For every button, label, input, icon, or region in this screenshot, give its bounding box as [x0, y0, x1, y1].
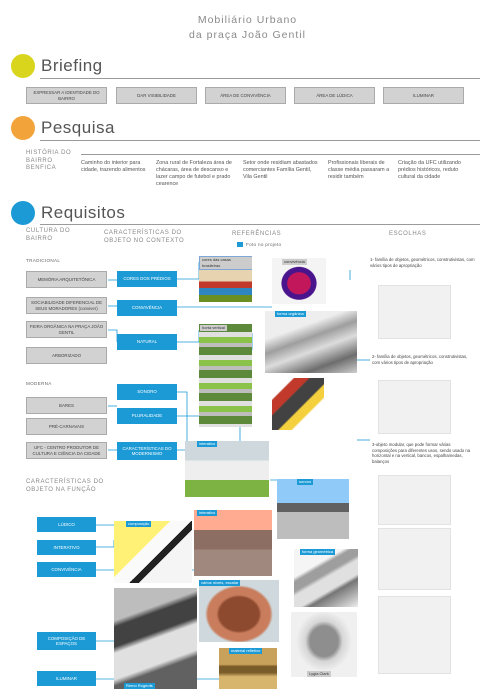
- cultura-item: PRÉ-CARNAVAIS: [26, 418, 107, 435]
- briefing-item: ÁREA DE LÚDICA: [294, 87, 375, 104]
- photo-varios-niveis: [199, 580, 279, 642]
- photo-sonoro: [277, 479, 349, 539]
- legend-label: Foto no projeto: [246, 242, 282, 247]
- briefing-item: EXPRESSAR A IDENTIDADE DO BAIRRO: [26, 87, 107, 104]
- briefing-rule: [40, 78, 480, 79]
- pesquisa-heading: Pesquisa: [41, 118, 115, 137]
- photo-modular: [272, 378, 324, 430]
- photo-remo: [114, 588, 197, 689]
- requisitos-heading: Requisitos: [41, 203, 126, 222]
- cultura-item: BARES: [26, 397, 107, 414]
- escolha-note: 2- família de objetos, geométricos, construtivistas, com vários tipos de apropriação: [372, 354, 468, 365]
- caract-item: CORES DOS PRÉDIOS: [117, 271, 177, 287]
- photo-tag: horta vertical: [202, 325, 225, 330]
- photo-tag: material refletivo: [231, 648, 261, 653]
- moderna-label: MODERNA: [26, 381, 52, 386]
- col-cultura: CULTURA DO BAIRRO: [26, 228, 71, 242]
- history-note: Zona rural de Fortaleza área de chácaras, área de descanso e lazer campo de futebol e prado cearence: [156, 160, 232, 188]
- pesquisa-rule: [40, 140, 480, 141]
- sketch-4: [378, 528, 451, 590]
- func-item: CONVIVÊNCIA: [37, 562, 96, 577]
- caract-item: PLURALIDADE: [117, 408, 177, 424]
- photo-tag: convivência: [284, 259, 305, 264]
- legend-swatch: [237, 242, 243, 247]
- photo-convivencia: [272, 258, 326, 304]
- history-note: Setor onde residiam abastados comerciantes Família Gentil, Vila Gentil: [243, 160, 318, 181]
- briefing-item: ILUMINAR: [383, 87, 464, 104]
- briefing-dot-icon: [11, 54, 35, 78]
- caract-item: SONORO: [117, 384, 177, 400]
- photo-lygia-clark: [291, 612, 357, 677]
- photo-horta-vertical: [199, 324, 252, 427]
- func-heading: CARACTERÍSTICAS DO OBJETO NA FUNÇÃO: [26, 479, 104, 493]
- photo-tag: vários níveis, escalar: [201, 580, 239, 585]
- photo-material-refletivo: [219, 648, 277, 689]
- col-escolhas: ESCOLHAS: [389, 231, 427, 237]
- cultura-item: MEMÓRIA ARQUITETÔNICA: [26, 271, 107, 288]
- photo-tag: Lygia Clark: [309, 671, 329, 676]
- photo-tag: forma orgânica: [277, 311, 304, 316]
- page-title: Mobiliário Urbano: [197, 14, 298, 26]
- sketch-5: [378, 596, 451, 674]
- photo-forma-geometrica: [294, 549, 358, 607]
- photo-tag: sonoro: [299, 479, 312, 484]
- photo-tag: cores das casas brasileiras: [200, 257, 252, 269]
- briefing-item: DAR VISIBILIDADE: [116, 87, 197, 104]
- photo-tag: composição: [128, 521, 150, 526]
- caract-item: CONVIVÊNCIA: [117, 300, 177, 316]
- briefing-heading: Briefing: [41, 56, 103, 75]
- func-item: LÚDICO: [37, 517, 96, 532]
- timeline-rule: [81, 154, 480, 155]
- photo-interativo-2: [194, 510, 272, 576]
- sketch-3: [378, 475, 451, 525]
- requisitos-dot-icon: [11, 201, 35, 225]
- cultura-item: ARBORIZADO: [26, 347, 107, 364]
- photo-tag: interativo: [199, 441, 216, 446]
- cultura-item: SOCIABILIDADE DIFERENCIAL DE SEUS MORADORES (conviver): [26, 297, 107, 314]
- history-note: Criação da UFC utilizando prédios históricos, reduto cultural da cidade: [398, 160, 461, 181]
- pesquisa-label: HISTÓRIA DO BAIRRO BENFICA: [26, 150, 72, 171]
- tradicional-label: TRADICIONAL: [26, 258, 61, 263]
- func-item: ILUMINAR: [37, 671, 96, 686]
- cultura-item: UFC - CENTRO PRODUTOR DE CULTURA E CIÊNCIA DA CIDADE: [26, 442, 107, 459]
- caract-item: NATURAL: [117, 334, 177, 350]
- sketch-2: [378, 380, 451, 434]
- func-item: INTERATIVO: [37, 540, 96, 555]
- escolha-note: 3-objeto modular, que pode formar várias composições para diferentes usos, sendo usado na horizontal e na vertical, bancos, espalhamedas, balanços: [372, 442, 471, 464]
- page-subtitle: da praça João Gentil: [189, 29, 306, 41]
- col-caracteristicas: CARACTERÍSTICAS DO OBJETO NO CONTEXTO: [104, 230, 185, 244]
- briefing-item: ÁREA DE CONVIVÊNCIA: [205, 87, 286, 104]
- pesquisa-dot-icon: [11, 116, 35, 140]
- photo-tag: forma geométrica: [302, 549, 334, 554]
- escolha-note: 1- família de objetos, geométricos, construtivistas, com vários tipos de apropriação: [370, 257, 475, 268]
- photo-tag: interativo: [199, 510, 216, 515]
- func-item: COMPOSIÇÃO DE ESPAÇOS: [37, 632, 96, 650]
- requisitos-rule: [40, 224, 480, 225]
- history-note: Caminho do interior para cidade, trazendo alimentos: [81, 160, 146, 174]
- photo-forma-organica: [265, 311, 357, 373]
- photo-composicao: [114, 521, 192, 583]
- cultura-item: FEIRA ORGÂNICA NA PRAÇA JOÃO GENTIL: [26, 321, 107, 338]
- photo-tag: Remo Rogeofs: [126, 683, 153, 688]
- col-referencias: REFERÊNCIAS: [232, 231, 282, 237]
- caract-item: CARACTERÍSTICAS DO MODERNISMO: [117, 442, 177, 460]
- sketch-1: [378, 285, 451, 339]
- photo-interativo: [185, 441, 269, 497]
- photo-cores-casas: [199, 256, 252, 302]
- history-note: Profissionais liberais de classe média passaram a residir também: [328, 160, 390, 181]
